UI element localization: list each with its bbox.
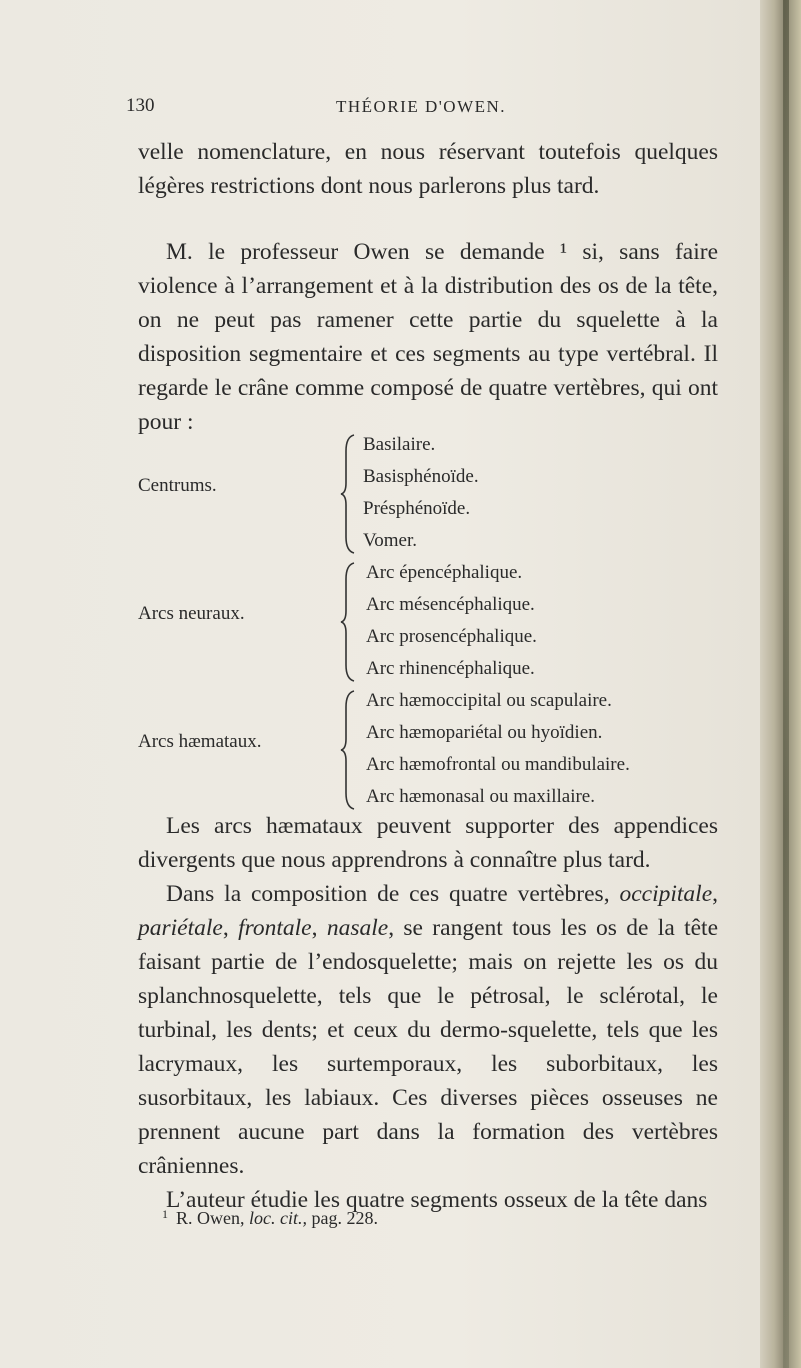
term-frontale: frontale xyxy=(238,915,312,941)
paragraph-3b-rest: , se rangent tous les os de la tête faisant partie de l’endosquelette; mais on rejette les os du splanchnosquelette, tels que le pétrosal, le sclérotal, le turbinal, les dents; et ceux du dermo-squelette, tels que les lacrymaux, les surtemporaux, les suborbitaux, les susorbitaux, les labiaux. Ces diverses pièces osseuses ne prennent aucune part dans la formation des vertèbres crâniennes. xyxy=(138,915,719,1179)
centrum-item: Présphénoïde. xyxy=(363,498,471,519)
arc-haemal-item: Arc hæmoccipital ou scapulaire. xyxy=(366,690,612,711)
arc-haemal-item: Arc hæmofrontal ou mandibulaire. xyxy=(366,754,630,775)
left-brace-icon xyxy=(340,561,356,683)
left-brace-icon xyxy=(340,433,356,555)
left-brace-icon xyxy=(340,689,356,811)
footnote-ref: loc. cit., xyxy=(249,1208,307,1228)
term-parietale: pariétale xyxy=(138,915,223,941)
centrum-item: Basilaire. xyxy=(363,434,436,455)
footnote-author: R. Owen, xyxy=(176,1208,245,1228)
vertebra-table xyxy=(138,429,738,813)
binding-shadow xyxy=(783,0,789,1368)
arcs-haemataux-group xyxy=(138,685,738,813)
footnote-marker: 1 xyxy=(162,1207,168,1221)
arcs-neuraux-group xyxy=(138,557,738,685)
centrum-item: Vomer. xyxy=(363,530,418,551)
term-occipitale: occipitale xyxy=(619,881,713,907)
paragraph-3a: Les arcs hæmataux peuvent supporter des appendices divergents que nous apprendrons à connaître plus tard. xyxy=(138,813,718,873)
arc-neural-item: Arc rhinencéphalique. xyxy=(366,658,535,679)
footnote xyxy=(162,1207,378,1229)
paragraph-3b-lead: Dans la composition de ces quatre vertèbres, xyxy=(166,881,610,907)
arcs-neuraux-list xyxy=(366,557,537,685)
paragraph-1: velle nomenclature, en nous réservant toutefois quelques légères restrictions dont nous parlerons plus tard. xyxy=(138,139,718,199)
centrums-label: Centrums. xyxy=(138,475,217,496)
paragraph-3c: L’auteur étudie les quatre segments osseux de la tête dans xyxy=(166,1187,708,1213)
centrums-group xyxy=(138,429,738,557)
arc-neural-item: Arc épencéphalique. xyxy=(366,562,523,583)
centrums-list xyxy=(363,429,479,557)
term-nasale: nasale xyxy=(326,915,389,941)
arcs-haemataux-list xyxy=(366,685,630,813)
page-binding-edge xyxy=(760,0,801,1368)
arcs-neuraux-label: Arcs neuraux. xyxy=(138,603,245,624)
centrum-item: Basisphénoïde. xyxy=(363,466,479,487)
paragraph-3: Les arcs hæmataux peuvent supporter des appendices divergents que nous apprendrons à connaître plus tard. Dans la composition de ces quatre vertèbres, occipitale, pariétale, frontale, nasale, se rangent tous les os de la tête faisant partie de l’endosquelette; mais on rejette les os du splanchnosquelette, tels que le pétrosal, le sclérotal, le turbinal, les dents; et ceux du dermo-squelette, tels que les lacrymaux, les surtemporaux, les suborbitaux, les susorbitaux, les labiaux. Ces diverses pièces osseuses ne prennent aucune part dans la formation des vertèbres crâniennes. L’auteur étudie les quatre segments osseux de la tête dans xyxy=(138,813,719,1213)
paragraph-2: M. le professeur Owen se demande ¹ si, sans faire violence à l’arrangement et à la distribution des os de la tête, on ne peut pas ramener cette partie du squelette à la disposition segmentaire et ces segments au type vertébral. Il regarde le crâne comme composé de quatre vertèbres, qui ont pour : xyxy=(138,239,718,435)
footnote-page: pag. 228. xyxy=(311,1208,378,1228)
arc-haemal-item: Arc hæmonasal ou maxillaire. xyxy=(366,786,595,807)
page-header xyxy=(0,95,760,125)
running-title: THÉORIE D'OWEN. xyxy=(336,97,507,116)
arc-haemal-item: Arc hæmopariétal ou hyoïdien. xyxy=(366,722,603,743)
arc-neural-item: Arc mésencéphalique. xyxy=(366,594,535,615)
arc-neural-item: Arc prosencéphalique. xyxy=(366,626,537,647)
arcs-haemataux-label: Arcs hæmataux. xyxy=(138,731,262,752)
page-number: 130 xyxy=(126,95,155,116)
